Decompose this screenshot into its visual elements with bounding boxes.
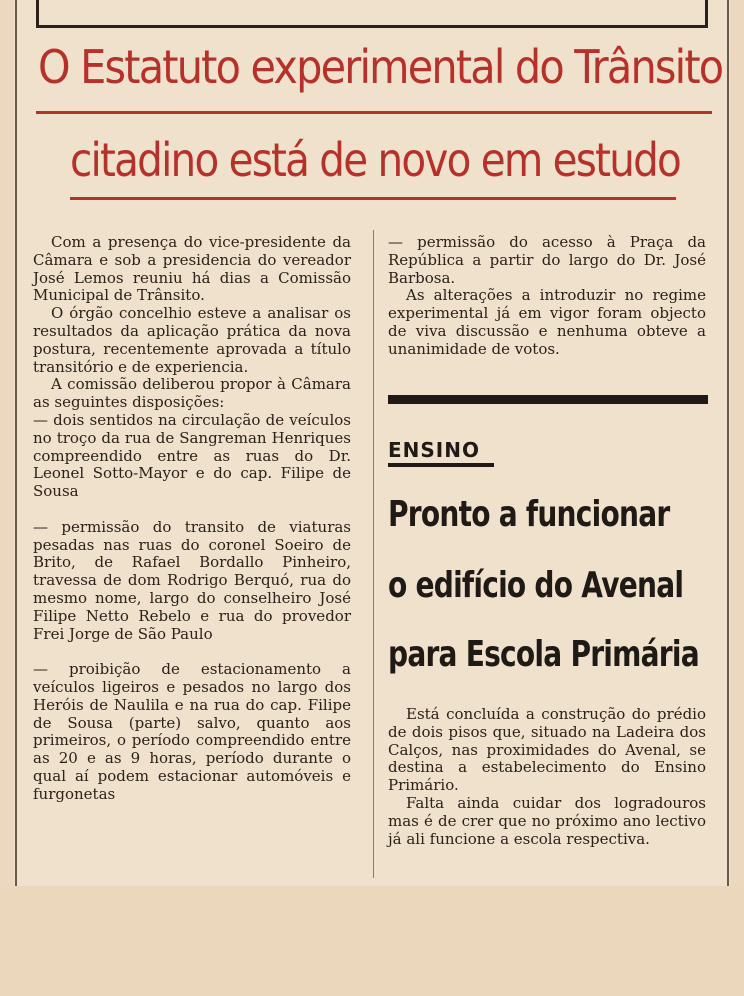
top-box-frame: [36, 0, 708, 28]
headline-underline-2: [70, 197, 676, 200]
headline-underline-1: [36, 111, 712, 114]
paragraph: As alterações a introduzir no regime experimental já em vigor foram objecto de viva discussão e nenhuma obteve a unanimidade de votos.: [388, 286, 706, 358]
paragraph: — permissão do acesso à Praça da República a partir do largo do Dr. José Barbosa.: [388, 233, 706, 287]
article-left-column: [33, 234, 351, 804]
paragraph: O órgão concelhio esteve a analisar os resultados da aplicação prática da nova postura, recentemente aprovada a título transitório e de experiencia.: [33, 304, 351, 376]
paragraph: — dois sentidos na circulação de veículos no troço da rua de Sangreman Henriques compreendido entre as ruas do Dr. Leonel Sotto-Mayor e do cap. Filipe de Sousa: [33, 410, 351, 501]
paragraph: Está concluída a construção do prédio de dois pisos que, situado na Ladeira dos Calços, nas proximidades do Avenal, se destina a estabelecimento do Ensino Primário.: [388, 705, 706, 795]
subheadline-line-1: Pronto a funcionar: [388, 494, 670, 535]
section-label: ENSINO: [388, 438, 480, 462]
section-label-underline: [388, 463, 494, 467]
left-border-rule: [15, 0, 17, 886]
subheadline-line-3: para Escola Primária: [388, 634, 699, 675]
paragraph: Falta ainda cuidar dos logradouros mas é de crer que no próximo ano lectivo já ali funcione a escola respectiva.: [388, 793, 706, 848]
paragraph: — proibição de estacionamento a veículos ligeiros e pesados no largo dos Heróis de Naulila e na rua do cap. Filipe de Sousa (parte) salvo, quanto aos primeiros, o período compreendido entre as 20 e as 9 horas, período durante o qual aí podem estacionar automóveis e furgonetas: [33, 660, 351, 803]
headline-line-1: O Estatuto experimental do Trânsito: [38, 40, 723, 94]
subheadline-line-2: o edifício do Avenal: [388, 565, 684, 606]
background-strip: [0, 886, 744, 996]
section-separator: [388, 395, 708, 404]
paragraph: — permissão do transito de viaturas pesadas nas ruas do coronel Soeiro de Brito, de Rafael Bordallo Pinheiro, travessa de dom Rodrigo Berquó, rua do mesmo nome, largo do conselheiro José Filipe Netto Rebelo e rua do provedor Frei Jorge de São Paulo: [33, 517, 351, 643]
right-border-rule: [727, 0, 729, 886]
column-divider: [373, 230, 374, 878]
paragraph: A comissão deliberou propor à Câmara as seguintes disposições:: [33, 375, 351, 412]
education-article-body: [388, 706, 706, 848]
headline-line-2: citadino está de novo em estudo: [70, 133, 681, 187]
paragraph: Com a presença do vice-presidente da Câmara e sob a presidencia do vereador José Lemos reuniu há dias a Comissão Municipal de Trânsito.: [33, 233, 351, 305]
article-right-column: [388, 234, 706, 359]
